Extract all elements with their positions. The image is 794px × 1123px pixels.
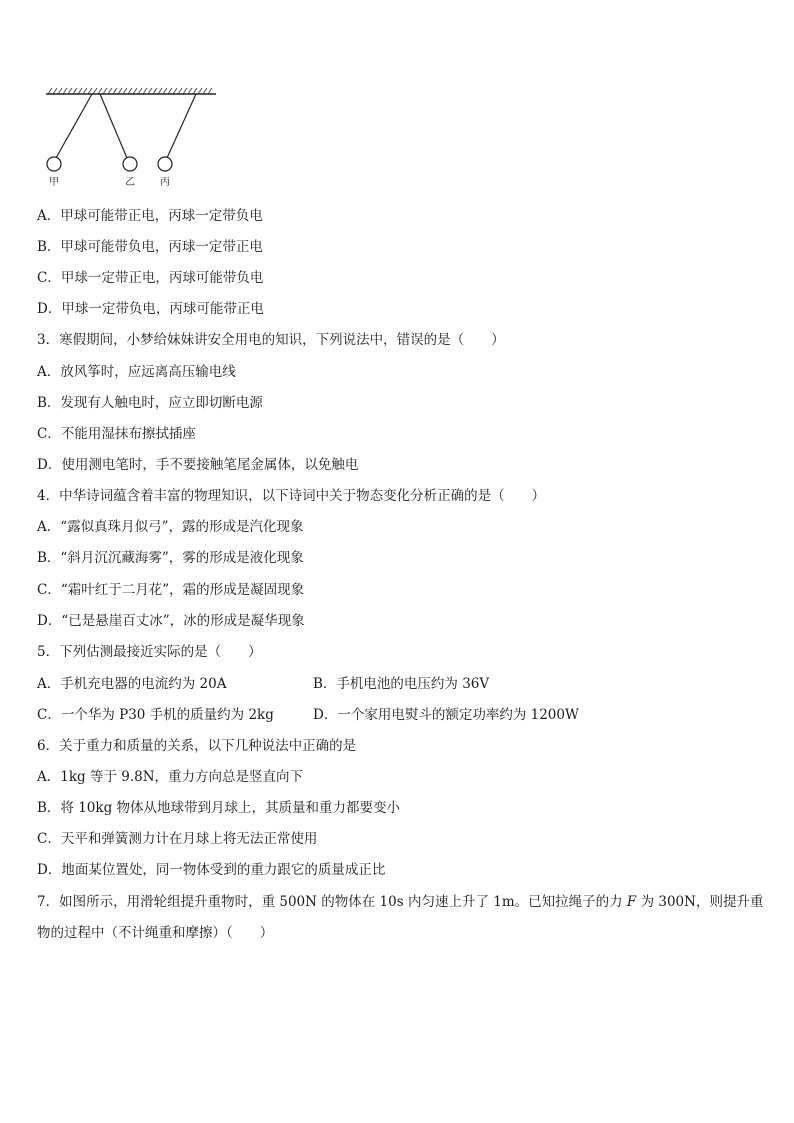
q2-option-d: D．甲球一定带负电，丙球可能带正电 — [37, 301, 264, 317]
q3-option-c: C．不能用湿抹布擦拭插座 — [37, 426, 196, 442]
q5-option-c: C．一个华为 P30 手机的质量约为 2kg — [37, 707, 274, 723]
q4-option-d: D．“已是悬崖百丈冰”，冰的形成是凝华现象 — [37, 613, 305, 629]
q7-stem-part-b: 为 300N，则提升重 — [636, 894, 764, 910]
q6-option-b: B．将 10kg 物体从地球带到月球上，其质量和重力都要变小 — [37, 800, 401, 816]
q3-option-a: A．放风筝时，应远离高压输电线 — [37, 364, 236, 380]
suspended-balls-diagram — [40, 82, 230, 192]
q7-force-variable: F — [626, 894, 637, 910]
label-bing: 丙 — [160, 177, 170, 188]
q7-stem-line1 — [37, 893, 763, 911]
q2-option-b: B．甲球可能带负电，丙球一定带正电 — [37, 239, 263, 255]
q7-stem-line2: 物的过程中（不计绳重和摩擦）（ ） — [37, 925, 274, 941]
q5-option-d: D．一个家用电熨斗的额定功率约为 1200W — [313, 707, 579, 723]
suspended-balls-figure — [40, 82, 230, 192]
string-bing — [167, 94, 196, 158]
q4-option-a: A．“露似真珠月似弓”，露的形成是汽化现象 — [37, 519, 304, 535]
q2-option-a: A．甲球可能带正电，丙球一定带负电 — [37, 208, 263, 224]
q3-stem: 3．寒假期间，小梦给妹妹讲安全用电的知识，下列说法中，错误的是（ ） — [37, 332, 505, 348]
q4-stem: 4．中华诗词蕴含着丰富的物理知识，以下诗词中关于物态变化分析正确的是（ ） — [37, 488, 546, 504]
q7-stem-part-a: 7．如图所示，用滑轮组提升重物时，重 500N 的物体在 10s 内匀速上升了 1m。已知拉绳子的力 — [37, 894, 627, 910]
q6-option-d: D．地面某位置处，同一物体受到的重力跟它的质量成正比 — [37, 862, 386, 878]
q2-option-c: C．甲球一定带正电，丙球可能带负电 — [37, 270, 264, 286]
ball-yi — [123, 157, 137, 171]
string-jia — [56, 94, 92, 158]
q4-option-c: C．“霜叶红于二月花”，霜的形成是凝固现象 — [37, 582, 305, 598]
ball-jia — [47, 157, 61, 171]
q5-option-a: A．手机充电器的电流约为 20A — [37, 676, 227, 692]
q4-option-b: B．“斜月沉沉藏海雾”，雾的形成是液化现象 — [37, 550, 304, 566]
string-yi — [100, 94, 127, 158]
q6-option-c: C．天平和弹簧测力计在月球上将无法正常使用 — [37, 831, 318, 847]
label-yi: 乙 — [125, 177, 135, 188]
q3-option-d: D．使用测电笔时，手不要接触笔尾金属体，以免触电 — [37, 457, 359, 473]
q6-stem: 6．关于重力和质量的关系，以下几种说法中正确的是 — [37, 738, 357, 754]
ball-bing — [158, 157, 172, 171]
label-jia: 甲 — [49, 177, 59, 188]
q3-option-b: B．发现有人触电时，应立即切断电源 — [37, 395, 263, 411]
ceiling-hatching — [48, 88, 212, 94]
q5-option-b: B．手机电池的电压约为 36V — [313, 676, 490, 692]
q6-option-a: A．1kg 等于 9.8N，重力方向总是竖直向下 — [37, 769, 304, 785]
q5-stem: 5．下列估测最接近实际的是（ ） — [37, 644, 262, 660]
